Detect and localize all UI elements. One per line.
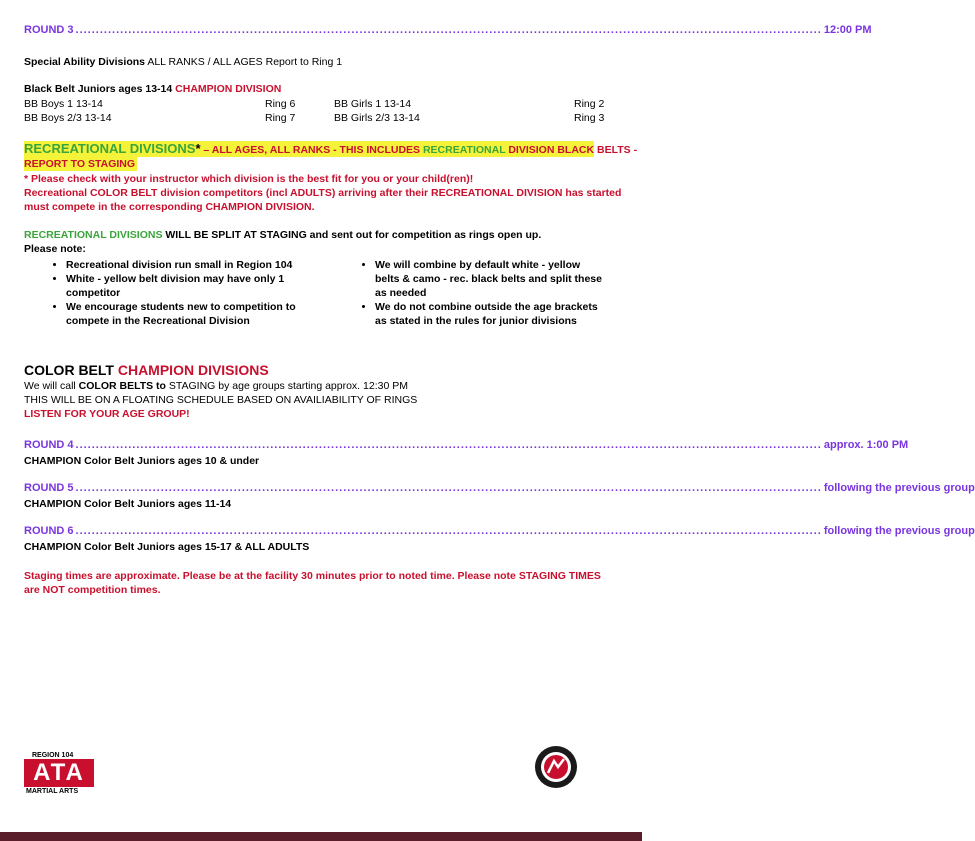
bb-division-right-2: BB Girls 2/3 13-14 [334,112,420,124]
colorbelt-line-3: LISTEN FOR YOUR AGE GROUP! [24,408,190,420]
logo-letters: ATA [24,759,94,787]
round5-dots: ........................................................................................................................................................................................ [75,482,822,494]
logo-bottom-text: MARTIAL ARTS [26,788,79,795]
round4-dots: ........................................................................................................................................................................................ [75,439,822,451]
bb-division-left-2: BB Boys 2/3 13-14 [24,112,112,124]
round5-time: following the previous group [823,482,975,494]
colorbelt-line-2: THIS WILL BE ON A FLOATING SCHEDULE BASED ON AVAILIABILITY OF RINGS [24,394,418,406]
round6-line [24,525,975,537]
logo-top-text: REGION 104 [32,752,74,759]
round6-time: following the previous group [823,525,975,537]
bb-ring-right-2: Ring 3 [574,112,605,124]
special-ability-rest: ALL RANKS / ALL AGES Report to Ring 1 [144,56,343,68]
please-note: Please note: [24,243,86,255]
recreational-note-2: Recreational COLOR BELT division competitors (incl ADULTS) arriving after their RECREATIONAL DIVISION has started [24,187,622,199]
bb-division-left-1: BB Boys 1 13-14 [24,98,103,110]
round4-time: approx. 1:00 PM [823,439,909,451]
round3-line [24,24,872,36]
bullet-right-1: • We will combine by default white - yellow belts & camo - rec. black belts and split these as needed [375,258,605,300]
round4-line [24,439,909,451]
footer-bar [0,832,642,841]
colorbelt-heading-black: COLOR BELT [24,362,118,378]
recreational-split-green: RECREATIONAL DIVISIONS [24,229,163,241]
staging-note: Staging times are approximate. Please be at the facility 30 minutes prior to noted time. Please note STAGING TIMES are NOT competition times. [24,570,601,596]
colorbelt-line-1c: STAGING by age groups starting approx. 12:30 PM [165,380,408,392]
recreational-split-rest: WILL BE SPLIT AT STAGING and sent out for competition as rings open up. [162,229,542,241]
recreational-asterisk: * [195,141,201,156]
bb-juniors-champion: CHAMPION DIVISION [175,83,282,95]
special-ability-line [24,56,342,68]
round4-division: CHAMPION Color Belt Juniors ages 10 & under [24,455,260,467]
round3-dots: ........................................................................................................................................................................................ [75,24,822,36]
recreational-heading-title: RECREATIONAL DIVISIONS [24,141,196,156]
region-104-ata-logo [24,752,96,798]
round5-label: ROUND 5 [24,482,74,494]
recreational-heading-after: DIVISION BLACK BELTS - [505,144,638,156]
recreational-heading-green: RECREATIONAL [422,144,506,156]
colorbelt-line-1b: COLOR BELTS to [78,380,166,392]
bb-ring-right-1: Ring 2 [574,98,605,110]
bb-ring-left-2: Ring 7 [265,112,296,124]
colorbelt-heading [24,362,269,378]
round6-division: CHAMPION Color Belt Juniors ages 15-17 & ALL ADULTS [24,541,310,553]
round3-time: 12:00 PM [823,24,872,36]
colorbelt-heading-red: CHAMPION DIVISIONS [117,362,269,378]
recreational-note-1: * Please check with your instructor which division is the best fit for you or your child(ren)! [24,173,474,185]
round5-division: CHAMPION Color Belt Juniors ages 11-14 [24,498,232,510]
round6-label: ROUND 6 [24,525,74,537]
bb-division-right-1: BB Girls 1 13-14 [334,98,412,110]
bullets-right [355,258,605,328]
recreational-heading-dash: – ALL AGES, ALL RANKS - THIS INCLUDES [200,144,423,156]
colorbelt-line-1 [24,380,408,392]
report-to-staging: REPORT TO STAGING [24,158,136,170]
bb-juniors-title [24,83,281,95]
bullet-right-2: • We do not combine outside the age brackets as stated in the rules for junior divisions [375,300,605,328]
bb-ring-left-1: Ring 6 [265,98,296,110]
round6-dots: ........................................................................................................................................................................................ [75,525,822,537]
bullet-left-2: • White - yellow belt division may have only 1 competitor [66,272,316,300]
bullet-left-1: • Recreational division run small in Region 104 [66,258,316,272]
bullet-left-3: • We encourage students new to competition to compete in the Recreational Division [66,300,316,328]
bb-juniors-title-text: Black Belt Juniors ages 13-14 [24,83,176,95]
special-ability-title: Special Ability Divisions [24,56,145,68]
bullets-left [46,258,316,328]
recreational-split-line [24,229,541,241]
round4-label: ROUND 4 [24,439,74,451]
colorbelt-line-1a: We will call [24,380,79,392]
martial-arts-emblem-icon [534,745,578,789]
round3-label: ROUND 3 [24,24,74,36]
round5-line [24,482,975,494]
recreational-note-3: must compete in the corresponding CHAMPION DIVISION. [24,201,315,213]
recreational-heading [24,141,638,157]
